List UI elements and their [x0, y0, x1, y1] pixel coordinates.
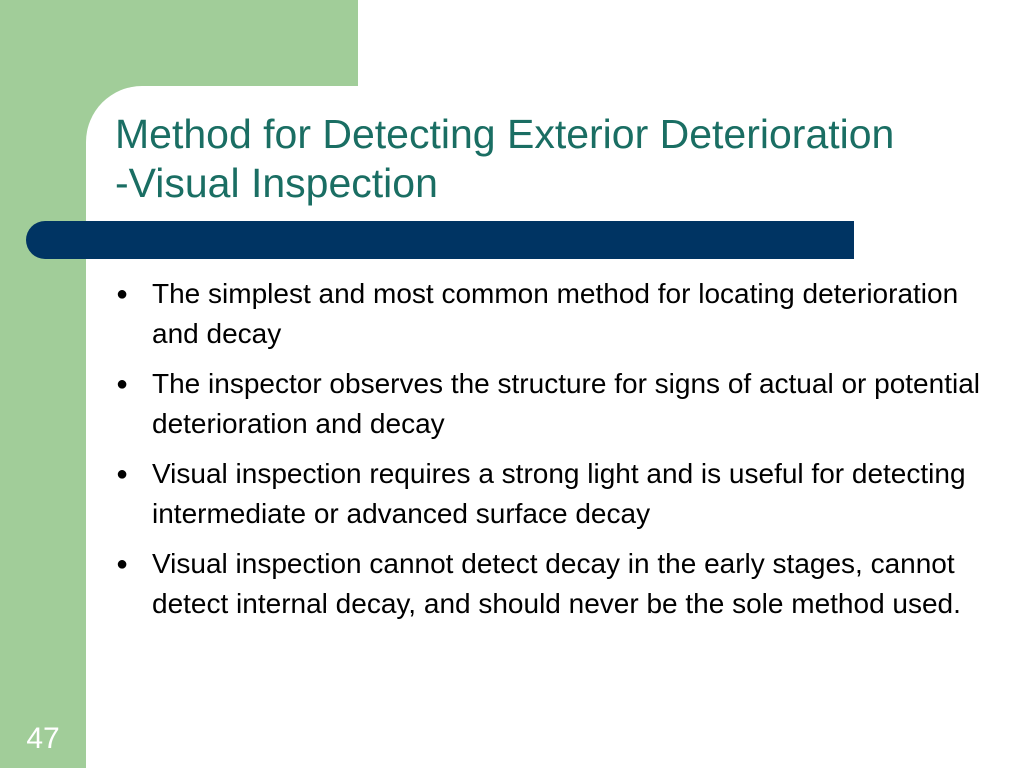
bullet-item-3 [112, 454, 1002, 534]
bullet-text-3: Visual inspection requires a strong light and is useful for detecting intermediate or advanced surface decay [152, 458, 966, 529]
slide-title-line-1: Method for Detecting Exterior Deterioration [115, 111, 895, 157]
bullet-text-4: Visual inspection cannot detect decay in the early stages, cannot detect internal decay, and should never be the sole method used. [152, 548, 961, 619]
bullet-dot-icon: ● [116, 283, 129, 305]
bullet-text-2: The inspector observes the structure for signs of actual or potential deterioration and decay [152, 368, 980, 439]
bullet-dot-icon: ● [116, 463, 129, 485]
slide-title-line-2: -Visual Inspection [115, 160, 438, 206]
slide-title [115, 110, 995, 208]
title-underline-bar [26, 221, 854, 259]
bullet-item-1 [112, 274, 1002, 354]
slide-number: 47 [26, 722, 60, 755]
bullet-item-2 [112, 364, 1002, 444]
bullet-text-1: The simplest and most common method for locating deterioration and decay [152, 278, 959, 349]
bullet-dot-icon: ● [116, 553, 129, 575]
bullet-list [112, 274, 1002, 634]
bullet-dot-icon: ● [116, 373, 129, 395]
bullet-item-4 [112, 544, 1002, 624]
